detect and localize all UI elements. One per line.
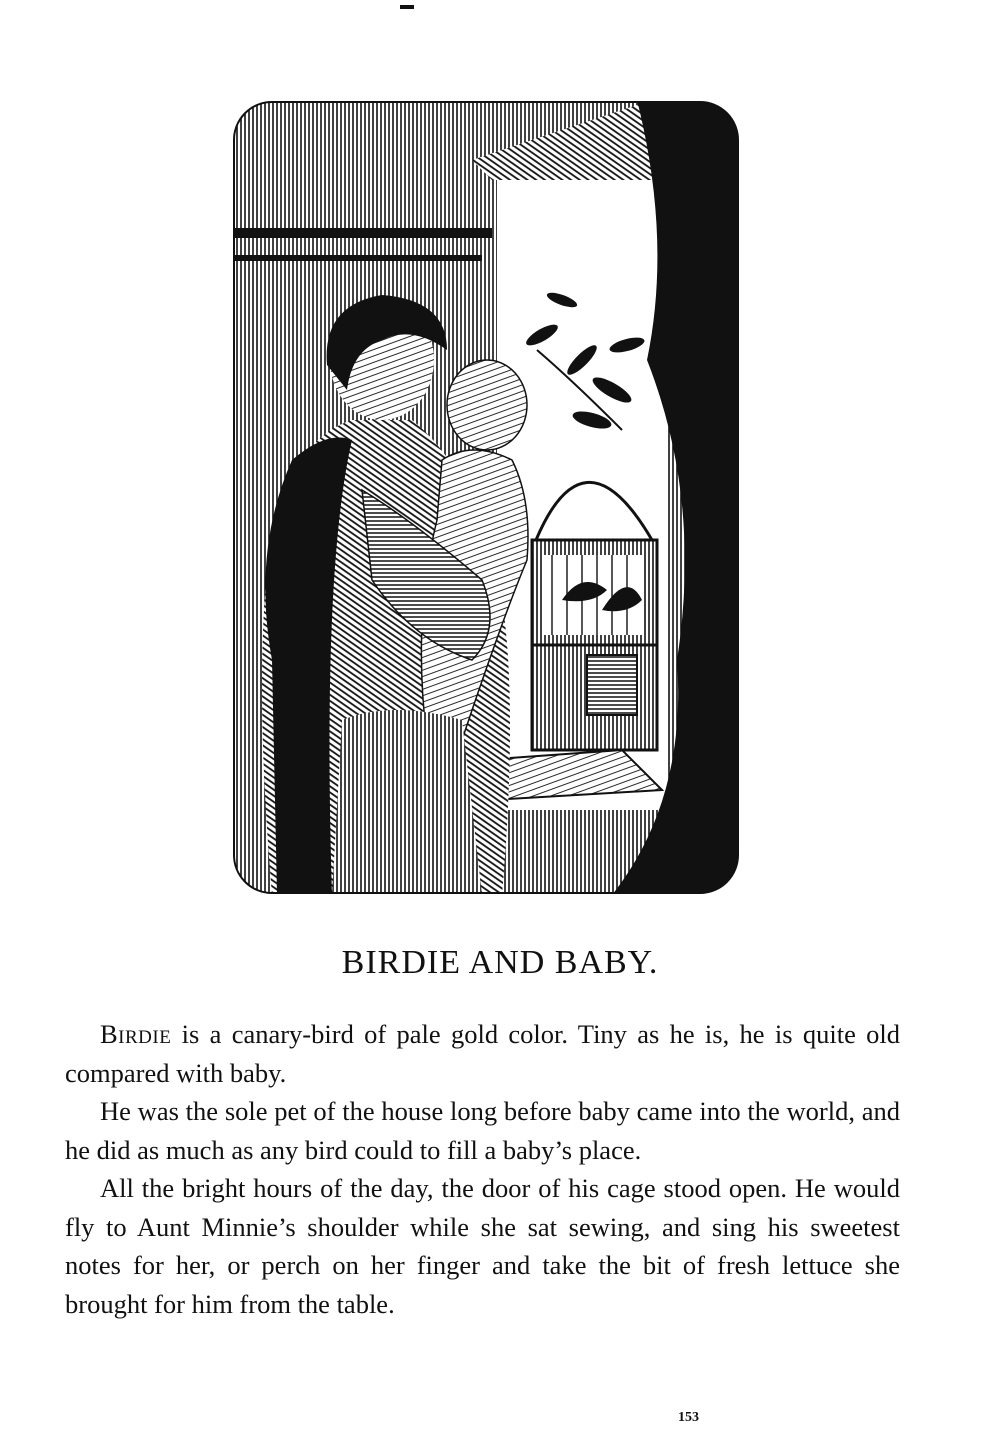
paragraph-3-text: All the bright hours of the day, the door of his cage stood open. He would fly to Aunt Minnie’s shoulder while she sat sewing, and sing his sweetest notes for her, or perch on her finger and take the bit of fresh lettuce she brought for him from the table. — [65, 1173, 900, 1319]
engraving-illustration — [232, 100, 740, 895]
paragraph-1-text: is a canary-bird of pale gold color. Tiny as he is, he is quite old compared with baby. — [65, 1019, 900, 1088]
paragraph-2-text: He was the sole pet of the house long before baby came into the world, and he did as much as any bird could to fill a baby’s place. — [65, 1096, 900, 1165]
body-text — [65, 1015, 900, 1323]
paragraph-3 — [65, 1169, 900, 1323]
lead-word: Birdie — [100, 1019, 172, 1049]
print-mark — [400, 5, 414, 9]
page-number: 153 — [678, 1410, 699, 1425]
paragraph-2 — [65, 1092, 900, 1169]
paragraph-1 — [65, 1015, 900, 1092]
page-title: BIRDIE AND BABY. — [341, 944, 659, 981]
